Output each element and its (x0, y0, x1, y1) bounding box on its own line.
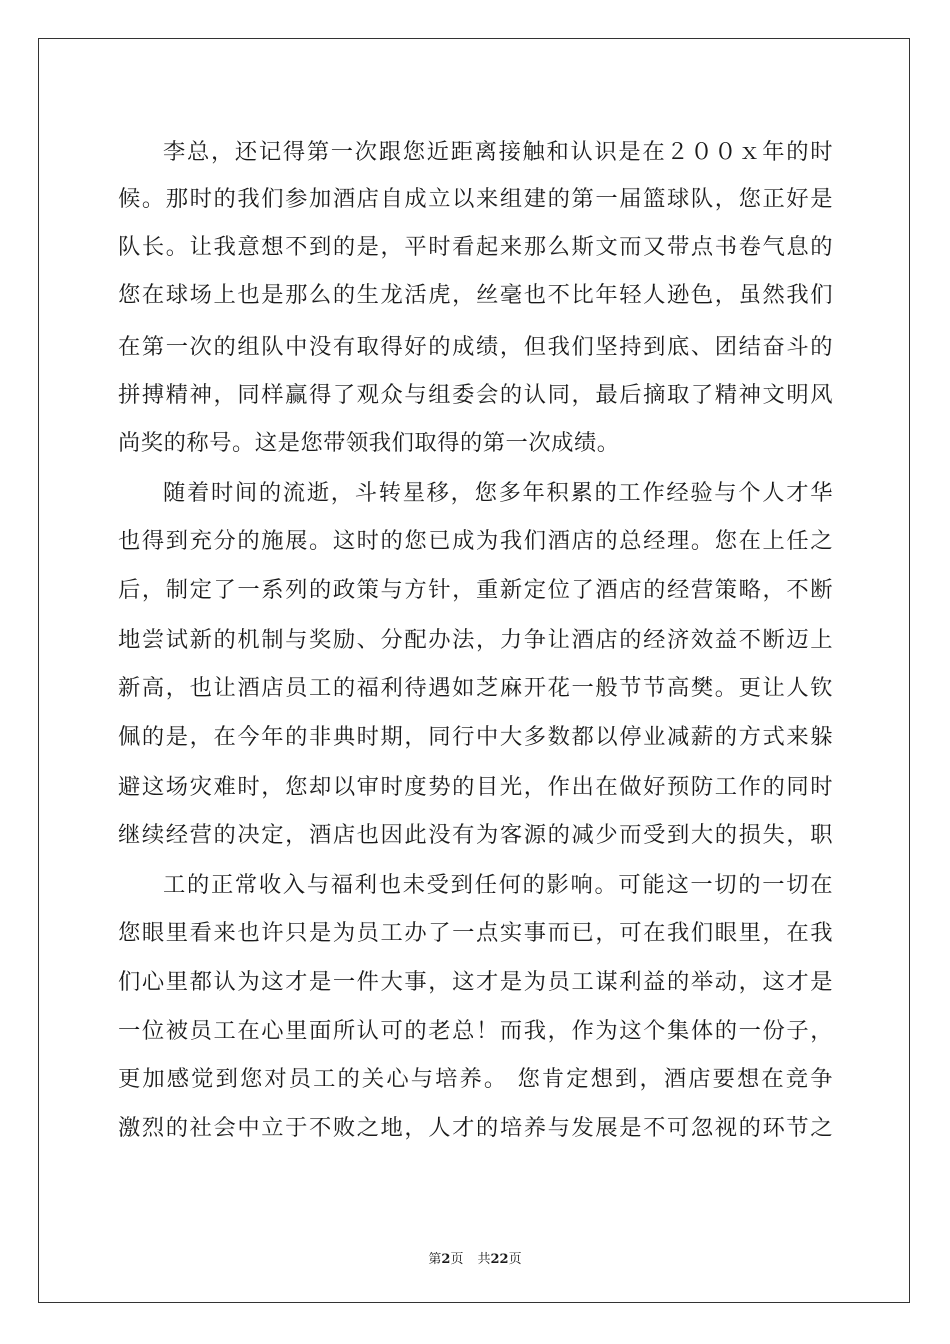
text-line: 您眼里看来也许只是为员工办了一点实事而已，可在我们眼里，在我 (118, 920, 833, 946)
text-line: 候。那时的我们参加酒店自成立以来组建的第一届篮球队，您正好是 (118, 186, 833, 212)
text-line: 佩的是，在今年的非典时期，同行中大多数都以停业减薪的方式来躲 (118, 724, 833, 750)
text-line: 也得到充分的施展。这时的您已成为我们酒店的总经理。您在上任之 (118, 528, 833, 554)
page-number: 2 (441, 1252, 451, 1267)
text-line: 一位被员工在心里面所认可的老总！而我，作为这个集体的一份子， (118, 1018, 833, 1044)
total-pages: 22 (490, 1252, 509, 1267)
text-line: 队长。让我意想不到的是，平时看起来那么斯文而又带点书卷气息的 (118, 234, 833, 260)
text-line: 李总，还记得第一次跟您近距离接触和认识是在２００ｘ年的时 (163, 139, 833, 165)
text-line: 更加感觉到您对员工的关心与培养。 您肯定想到，酒店要想在竞争 (118, 1066, 833, 1092)
text-line: 继续经营的决定，酒店也因此没有为客源的减少而受到大的损失，职 (118, 822, 833, 848)
text-line: 在第一次的组队中没有取得好的成绩，但我们坚持到底、团结奋斗的 (118, 334, 833, 360)
page-prefix: 第 (428, 1252, 442, 1267)
text-line: 激烈的社会中立于不败之地，人才的培养与发展是不可忽视的环节之 (118, 1115, 833, 1141)
page-footer (0, 1248, 950, 1267)
text-line: 工的正常收入与福利也未受到任何的影响。可能这一切的一切在 (163, 872, 833, 898)
text-line: 尚奖的称号。这是您带领我们取得的第一次成绩。 (118, 430, 620, 456)
page-suffix: 页 (450, 1252, 464, 1267)
text-line: 避这场灾难时，您却以审时度势的目光，作出在做好预防工作的同时 (118, 774, 833, 800)
text-line: 您在球场上也是那么的生龙活虎，丝毫也不比年轻人逊色，虽然我们 (118, 282, 833, 308)
text-line: 随着时间的流逝，斗转星移，您多年积累的工作经验与个人才华 (163, 480, 833, 506)
text-line: 后，制定了一系列的政策与方针，重新定位了酒店的经营策略，不断 (118, 577, 833, 603)
total-suffix: 页 (508, 1252, 522, 1267)
text-line: 拼搏精神，同样赢得了观众与组委会的认同，最后摘取了精神文明风 (118, 382, 833, 408)
total-prefix: 共 (477, 1252, 491, 1267)
text-line: 们心里都认为这才是一件大事，这才是为员工谋利益的举动，这才是 (118, 969, 833, 995)
text-line: 新高，也让酒店员工的福利待遇如芝麻开花一般节节高樊。更让人钦 (118, 675, 833, 701)
text-line: 地尝试新的机制与奖励、分配办法，力争让酒店的经济效益不断迈上 (118, 627, 833, 653)
